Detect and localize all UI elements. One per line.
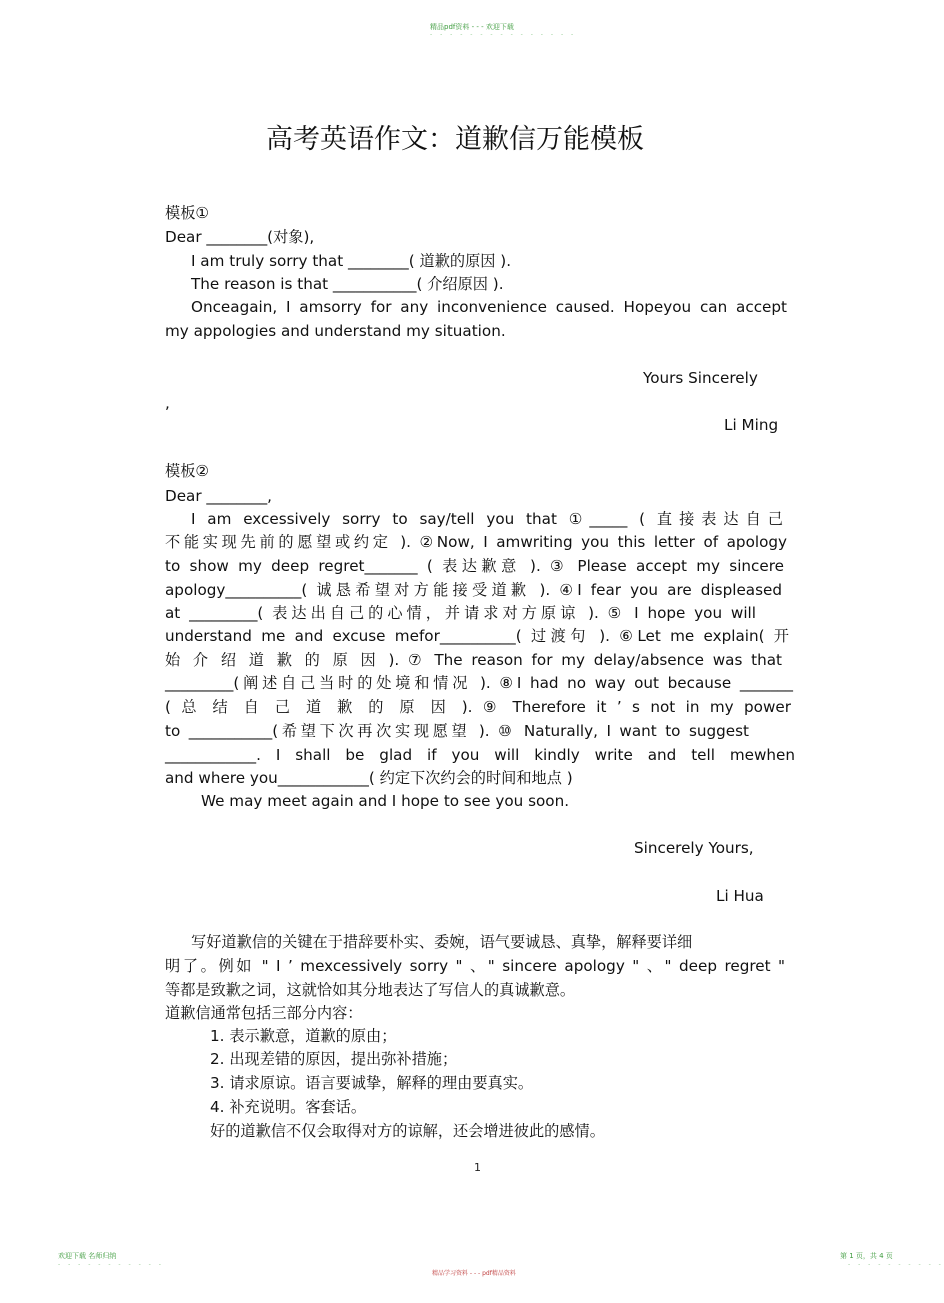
template2-line: _________(阐述自己当时的处境和情况 ). ⑧I had no way out because _______ [165, 674, 793, 692]
notes-item: 2. 出现差错的原因，提出弥补措施； [210, 1050, 458, 1068]
template1-line4: my appologies and understand my situation. [165, 322, 506, 340]
notes-item: 1. 表示歉意，道歉的原由； [210, 1027, 397, 1045]
template2-line: and where you____________( 约定下次约会的时间和地点 ) [165, 769, 573, 787]
template1-line1: I am truly sorry that ________( 道歉的原因 ). [191, 252, 512, 270]
template1-line2: The reason is that ___________( 介绍原因 ). [191, 275, 504, 293]
footer-center: 精品学习资料 - - - pdf精品资料 [432, 1270, 516, 1277]
template2-line: I am excessively sorry to say/tell you that ①_____ ( 直接表达自己 [191, 510, 783, 528]
template2-line: ( 总 结 自 己 道 歉 的 原 因 ). ⑨ Therefore it ’ s not in my power [165, 698, 791, 716]
notes-intro: 道歉信通常包括三部分内容： [165, 1004, 363, 1022]
template1-label: 模板① [165, 204, 209, 222]
template2-last-line: We may meet again and I hope to see you soon. [201, 792, 570, 810]
template2-label: 模板② [165, 462, 209, 480]
notes-para-line: 明了。例如 " I ’ mexcessively sorry " 、" sincere apology " 、" deep regret " [165, 957, 785, 975]
template2-line: 始 介 绍 道 歉 的 原 因 ). ⑦ The reason for my delay/absence was that [165, 651, 782, 669]
header-text: 精品pdf资料 - - - 欢迎下载 [430, 23, 514, 31]
footer-right: 第 1 页，共 4 页 [840, 1252, 893, 1260]
template1-comma: , [165, 394, 170, 412]
template2-line: ____________. I shall be glad if you will kindly write and tell mewhen [165, 746, 795, 764]
template2-line: 不能实现先前的愿望或约定 ). ②Now, I amwriting you this letter of apology [165, 533, 787, 551]
template2-line: to show my deep regret_______ ( 表达歉意 ). ③ Please accept my sincere [165, 557, 784, 575]
notes-item: 4. 补充说明。客套话。 [210, 1098, 367, 1116]
notes-item: 3. 请求原谅。语言要诚挚，解释的理由要真实。 [210, 1074, 534, 1092]
page-number: 1 [474, 1161, 481, 1174]
template2-signature: Li Hua [716, 887, 764, 905]
page-title: 高考英语作文：道歉信万能模板 [266, 124, 644, 155]
footer-right-dots: - - - - - - - - - - [848, 1261, 944, 1268]
template2-line: at _________( 表达出自己的心情，并请求对方原谅 ). ⑤ I hope you will [165, 604, 756, 622]
template2-dear: Dear ________, [165, 487, 272, 505]
template2-line: to ___________(希望下次再次实现愿望 ). ⑩ Naturally, I want to suggest [165, 722, 749, 740]
template2-closing: Sincerely Yours, [634, 839, 754, 857]
footer-left: 欢迎下载 名师归纳 [58, 1252, 117, 1260]
template1-line3: Onceagain, I amsorry for any inconvenience caused. Hopeyou can accept [191, 298, 787, 316]
template1-signature: Li Ming [724, 416, 779, 434]
template2-line: understand me and excuse mefor__________( 过渡句 ). ⑥Let me explain( 开 [165, 627, 789, 645]
notes-para-line: 写好道歉信的关键在于措辞要朴实、委婉，语气要诚恳、真挚，解释要详细 [191, 933, 693, 951]
header-dots: - - - - - - - - - - - - - - - [430, 31, 577, 38]
notes-conclusion: 好的道歉信不仅会取得对方的谅解，还会增进彼此的感情。 [210, 1122, 605, 1140]
template1-closing: Yours Sincerely [643, 369, 758, 387]
template1-dear: Dear ________(对象), [165, 228, 315, 246]
template2-line: apology__________( 诚恳希望对方能接受道歉 ). ④I fear you are displeased [165, 581, 782, 599]
notes-para-line: 等都是致歉之词，这就恰如其分地表达了写信人的真诚歉意。 [165, 981, 576, 999]
footer-left-dots: - - - - - - - - - - - [58, 1261, 164, 1268]
